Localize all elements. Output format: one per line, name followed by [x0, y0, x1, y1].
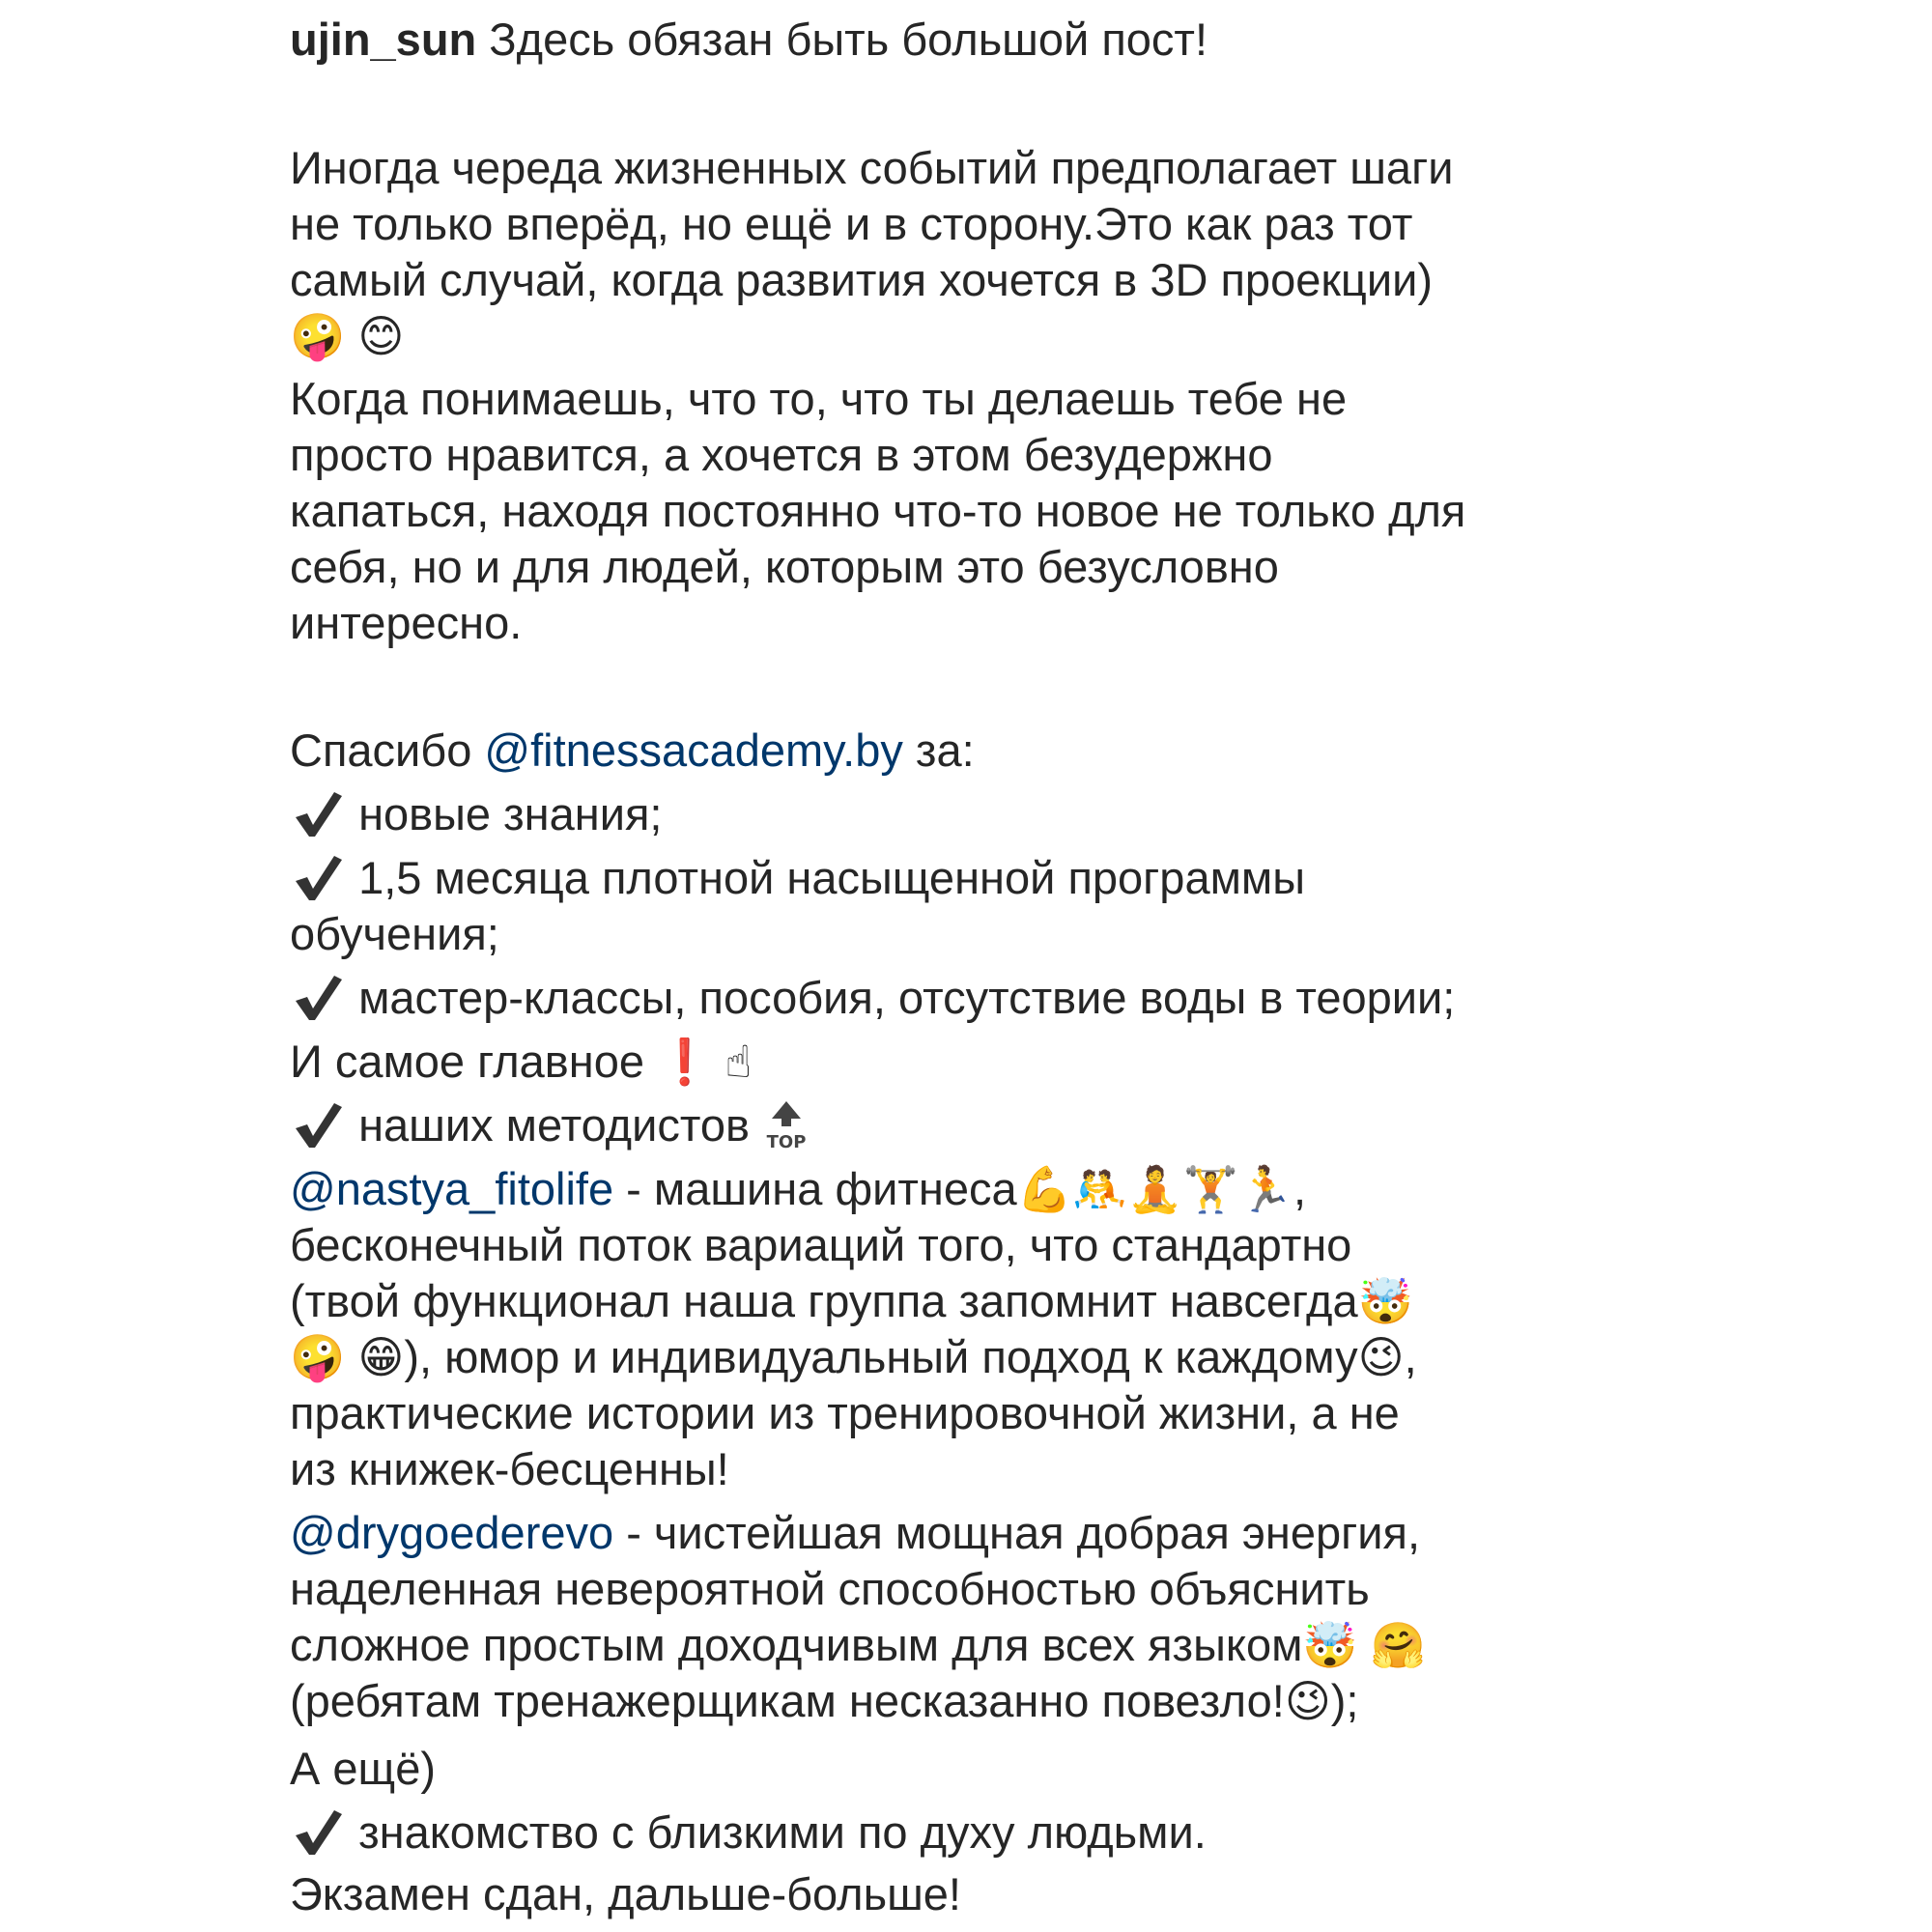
thanks-line — [290, 723, 975, 779]
heavy-check-mark-icon — [290, 786, 346, 842]
list-item-text: знакомство с близкими по духу людьми. — [358, 1806, 1207, 1858]
main-line — [290, 1034, 752, 1090]
list-item-continuation: обучения; — [290, 908, 499, 959]
mention-nastya-fitolife[interactable]: @nastya_fitolife — [290, 1163, 614, 1214]
mention-nastya-text-line: ), юмор и индивидуальный подход к каждому — [404, 1331, 1358, 1382]
para1-line: не только вперёд, но ещё и в сторону.Это как раз тот — [290, 198, 1413, 249]
para2-line: себя, но и для людей, которым это безусловно — [290, 541, 1279, 592]
para2-line: Когда понимаешь, что то, что ты делаешь тебе не — [290, 373, 1348, 424]
zany-face-emoji: 🤪 — [290, 310, 346, 362]
grinning-face-emoji: 😁 — [357, 1331, 405, 1383]
comma-text: , — [1293, 1163, 1307, 1214]
mention-drygoederevo[interactable]: @drygoederevo — [290, 1507, 614, 1558]
mention-nastya-continuation: практические истории из тренировочной жизни, а не — [290, 1387, 1400, 1438]
hugging-face-emoji: 🤗 — [1370, 1619, 1427, 1671]
mention-nastya-line — [290, 1161, 1306, 1217]
lotus-position-emoji: 🧘 — [1127, 1163, 1183, 1215]
heavy-check-mark-icon — [290, 850, 346, 906]
mention-nastya-continuation: из книжек-бесценны! — [290, 1443, 729, 1494]
list-item — [290, 1804, 1207, 1861]
final-line: Экзамен сдан, дальше-больше! — [290, 1868, 961, 1919]
exploding-head-emoji: 🤯 — [1302, 1619, 1358, 1671]
mention-drygoederevo-continuation — [290, 1617, 1426, 1673]
headline-text: Здесь обязан быть большой пост! — [476, 14, 1208, 65]
weight-lifter-emoji: 🏋 — [1182, 1163, 1238, 1215]
svg-text:TOP: TOP — [766, 1132, 807, 1152]
main-text: И самое главное — [290, 1036, 645, 1087]
heavy-check-mark-icon — [290, 1804, 346, 1861]
mention-nastya-text-line: (твой функционал наша группа запомнит навсегда — [290, 1275, 1358, 1326]
list-item — [290, 970, 1455, 1026]
mention-nastya-text: - машина фитнеса — [613, 1163, 1017, 1214]
mention-drygoederevo-text-line: сложное простым доходчивым для всех языком — [290, 1619, 1303, 1670]
heavy-check-mark-icon — [290, 970, 346, 1026]
wrestlers-emoji: 🤼 — [1071, 1163, 1128, 1215]
list-item — [290, 1097, 810, 1153]
list-item-text: 1,5 месяца плотной насыщенной программы — [358, 852, 1305, 903]
para2-line: просто нравится, а хочется в этом безудержно — [290, 429, 1273, 480]
list-item — [290, 786, 662, 842]
list-item — [290, 850, 1305, 906]
flexed-biceps-emoji: 💪 — [1016, 1163, 1072, 1215]
runner-emoji: 🏃 — [1237, 1163, 1294, 1215]
winking-face-emoji: 😉 — [1284, 1675, 1331, 1727]
list-item-text: мастер-классы, пособия, отсутствие воды в теории; — [358, 972, 1456, 1023]
para1-emoji-line — [290, 308, 404, 364]
top-arrow-icon — [762, 1097, 810, 1153]
exclamation-emoji: ❗ — [657, 1036, 713, 1088]
index-pointing-up-emoji: ☝ — [724, 1036, 753, 1088]
para2-line: капаться, находя постоянно что-то новое не только для — [290, 485, 1466, 536]
exploding-head-emoji: 🤯 — [1357, 1275, 1413, 1327]
list-item-text: новые знания; — [358, 788, 663, 839]
winking-face-emoji: 😉 — [1357, 1331, 1405, 1383]
comma-text: , — [1404, 1331, 1417, 1382]
thanks-suffix: за: — [902, 724, 975, 776]
mention-drygoederevo-text-line: (ребятам тренажерщикам несказанно повезло! — [290, 1675, 1285, 1726]
mention-drygoederevo-line — [290, 1505, 1420, 1561]
mention-nastya-continuation — [290, 1273, 1413, 1329]
mention-drygoederevo-text: - чистейшая мощная добрая энергия, — [613, 1507, 1421, 1558]
heavy-check-mark-icon — [290, 1097, 346, 1153]
also-line: А ещё) — [290, 1743, 437, 1794]
mention-drygoederevo-continuation: наделенная невероятной способностью объяснить — [290, 1563, 1370, 1614]
caption-headline — [290, 12, 1208, 68]
mention-nastya-continuation — [290, 1329, 1417, 1385]
smiling-face-emoji: 😊 — [357, 310, 405, 362]
thanks-prefix: Спасибо — [290, 724, 485, 776]
list-item-text: наших методистов — [358, 1099, 750, 1151]
zany-face-emoji: 🤪 — [290, 1331, 346, 1383]
mention-drygoederevo-continuation — [290, 1673, 1359, 1729]
para1-line: самый случай, когда развития хочется в 3D проекции) — [290, 254, 1433, 305]
mention-nastya-continuation: бесконечный поток вариаций того, что стандартно — [290, 1219, 1352, 1270]
mention-fitnessacademy[interactable]: @fitnessacademy.by — [484, 724, 903, 776]
para1-line: Иногда череда жизненных событий предполагает шаги — [290, 142, 1454, 193]
username-link[interactable]: ujin_sun — [290, 14, 477, 65]
para2-line: интересно. — [290, 597, 523, 648]
mention-drygoederevo-text-end: ); — [1330, 1675, 1359, 1726]
